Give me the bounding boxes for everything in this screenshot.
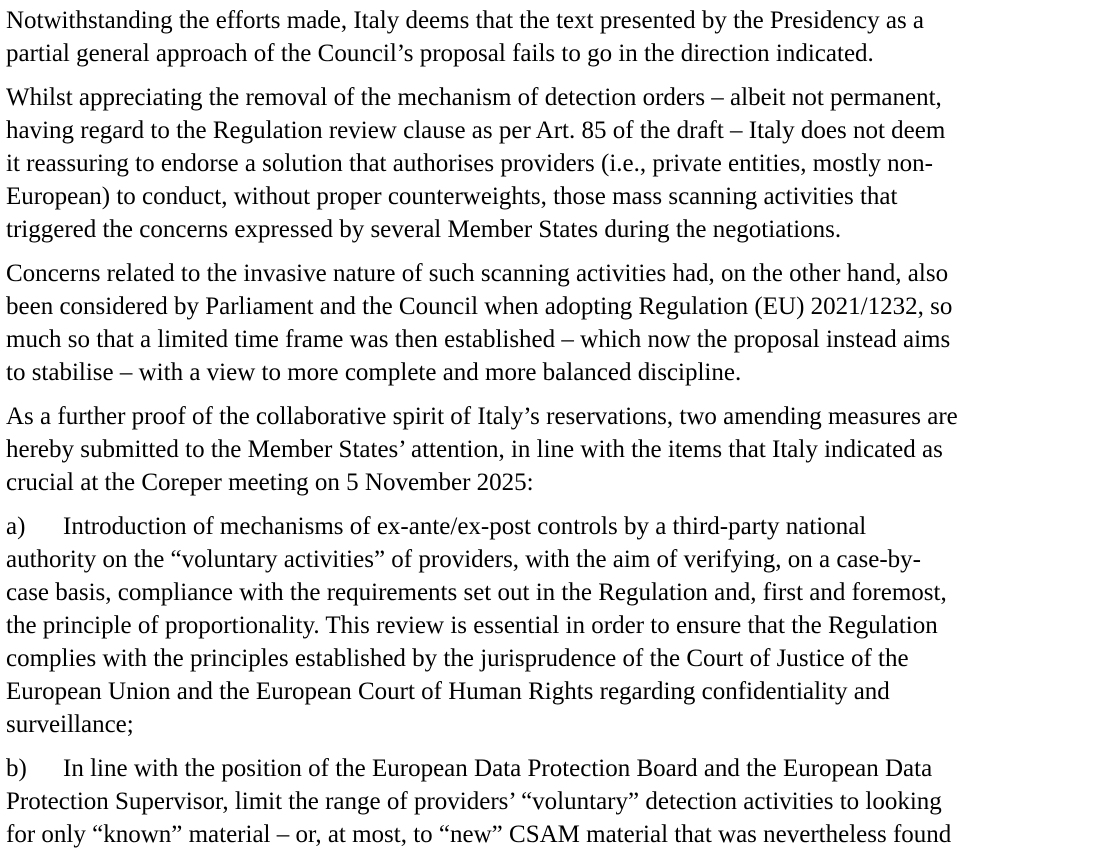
document-text — [6, 4, 1099, 851]
text-line: Protection Supervisor, limit the range of providers’ “voluntary” detection activities to looking — [6, 788, 942, 815]
text-line: hereby submitted to the Member States’ attention, in line with the items that Italy indicated as — [6, 436, 943, 463]
list-paragraph-a — [6, 510, 1099, 741]
paragraph-2 — [6, 81, 1099, 246]
text-line: partial general approach of the Council’s proposal fails to go in the direction indicated. — [6, 40, 874, 67]
text-line: case basis, compliance with the requirements set out in the Regulation and, first and foremost, — [6, 579, 947, 606]
text-line: Notwithstanding the efforts made, Italy deems that the text presented by the Presidency as a — [6, 7, 925, 34]
text-line: been considered by Parliament and the Council when adopting Regulation (EU) 2021/1232, so — [6, 293, 953, 320]
text-line: for only “known” material – or, at most, to “new” CSAM material that was nevertheless found — [6, 821, 952, 848]
text-line: authority on the “voluntary activities” of providers, with the aim of verifying, on a case-by- — [6, 546, 922, 573]
paragraph-4 — [6, 400, 1099, 499]
text-line: the principle of proportionality. This review is essential in order to ensure that the Regulation — [6, 612, 938, 639]
text-line: complies with the principles established by the jurisprudence of the Court of Justice of the — [6, 645, 909, 672]
text-line: much so that a limited time frame was then established – which now the proposal instead aims — [6, 326, 951, 353]
text-line: As a further proof of the collaborative spirit of Italy’s reservations, two amending measures are — [6, 403, 958, 430]
text-line — [6, 510, 1099, 543]
text-line: Whilst appreciating the removal of the mechanism of detection orders – albeit not permanent, — [6, 84, 942, 111]
text-line: European Union and the European Court of Human Rights regarding confidentiality and — [6, 678, 890, 705]
text-line: it reassuring to endorse a solution that authorises providers (i.e., private entities, mostly non- — [6, 150, 933, 177]
text-line — [6, 752, 1099, 785]
text-line: triggered the concerns expressed by several Member States during the negotiations. — [6, 216, 842, 243]
text-line: crucial at the Coreper meeting on 5 November 2025: — [6, 469, 534, 496]
list-item-text: In line with the position of the European Data Protection Board and the European Data — [63, 755, 933, 782]
paragraph-3 — [6, 257, 1099, 389]
list-item-text: Introduction of mechanisms of ex-ante/ex-post controls by a third-party national — [63, 513, 867, 540]
text-line: European) to conduct, without proper counterweights, those mass scanning activities that — [6, 183, 898, 210]
text-line: surveillance; — [6, 711, 134, 738]
list-item-label: b) — [6, 755, 27, 782]
list-paragraph-b — [6, 752, 1099, 851]
text-line: to stabilise – with a view to more complete and more balanced discipline. — [6, 359, 742, 386]
list-item-label: a) — [6, 513, 26, 540]
paragraph-1 — [6, 4, 1099, 70]
text-line: having regard to the Regulation review clause as per Art. 85 of the draft – Italy does not deem — [6, 117, 946, 144]
text-line: Concerns related to the invasive nature of such scanning activities had, on the other hand, also — [6, 260, 949, 287]
